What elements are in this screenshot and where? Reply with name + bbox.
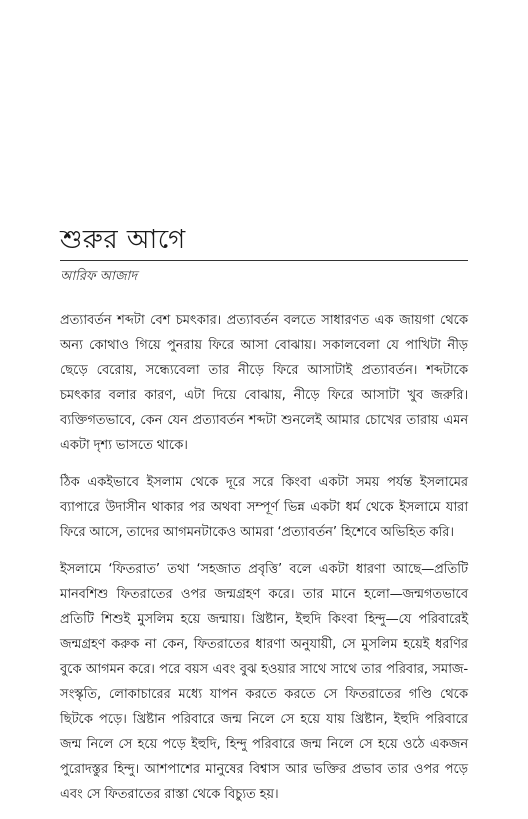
paragraph: ঠিক একইভাবে ইসলাম থেকে দূরে সরে কিংবা একটা সময় পর্যন্ত ইসলামের ব্যাপারে উদাসীন থাকার পর অথবা সম্পূর্ণ ভিন্ন একটা ধর্ম থেকে ইসলামে যারা ফিরে আসে, তাদের আগমনটাকেও আমরা ‘প্রত্যাবর্তন’ হিশেবে অভিহিত করি।: [60, 475, 468, 540]
title-divider: [60, 260, 468, 261]
book-page: [60, 0, 468, 816]
paragraph: প্রত্যাবর্তন শব্দটা বেশ চমৎকার। প্রত্যাবর্তন বলতে সাধারণত এক জায়গা থেকে অন্য কোথাও গিয়ে পুনরায় ফিরে আসা বোঝায়। সকালবেলা যে পাখিটা নীড় ছেড়ে বেরোয়, সন্ধ্যেবেলা তার নীড়ে ফিরে আসাটাই প্রত্যাবর্তন। শব্দটাকে চমৎকার বলার কারণ, এটা দিয়ে বোঝায়, নীড়ে ফিরে আসাটা খুব জরুরি। ব্যক্তিগতভাবে, কেন যেন প্রত্যাবর্তন শব্দটা শুনলেই আমার চোখের তারায় এমন একটা দৃশ্য ভাসতে থাকে।: [60, 313, 468, 453]
chapter-title: শুরুর আগে: [60, 225, 186, 255]
author-name: আরিফ আজাদ: [60, 269, 138, 284]
paragraph: ইসলামে ‘ফিতরাত’ তথা ‘সহজাত প্রবৃত্তি’ বলে একটা ধারণা আছে—প্রতিটি মানবশিশু ফিতরাতের ওপর জন্মগ্রহণ করে। তার মানে হলো—জন্মগতভাবে প্রতিটি শিশুই মুসলিম হয়ে জন্মায়। খ্রিষ্টান, ইহুদি কিংবা হিন্দু—যে পরিবারেই জন্মগ্রহণ করুক না কেন, ফিতরাতের ধারণা অনুযায়ী, সে মুসলিম হয়েই ধরণির বুকে আগমন করে। পরে বয়স এবং বুঝ হওয়ার সাথে সাথে তার পরিবার, সমাজ-সংস্কৃতি, লোকাচারের মধ্যে যাপন করতে করতে সে ফিতরাতের গণ্ডি থেকে ছিটকে পড়ে। খ্রিষ্টান পরিবারে জন্ম নিলে সে হয়ে যায় খ্রিষ্টান, ইহুদি পরিবারে জন্ম নিলে সে হয়ে পড়ে ইহুদি, হিন্দু পরিবারে জন্ম নিলে সে হয়ে ওঠে একজন পুরোদস্তুর হিন্দু। আশপাশের মানুষের বিশ্বাস আর ভক্তির প্রভাব তার ওপর পড়ে এবং সে ফিতরাতের রাস্তা থেকে বিচ্যুত হয়।: [60, 562, 468, 802]
body-text: [60, 308, 468, 819]
